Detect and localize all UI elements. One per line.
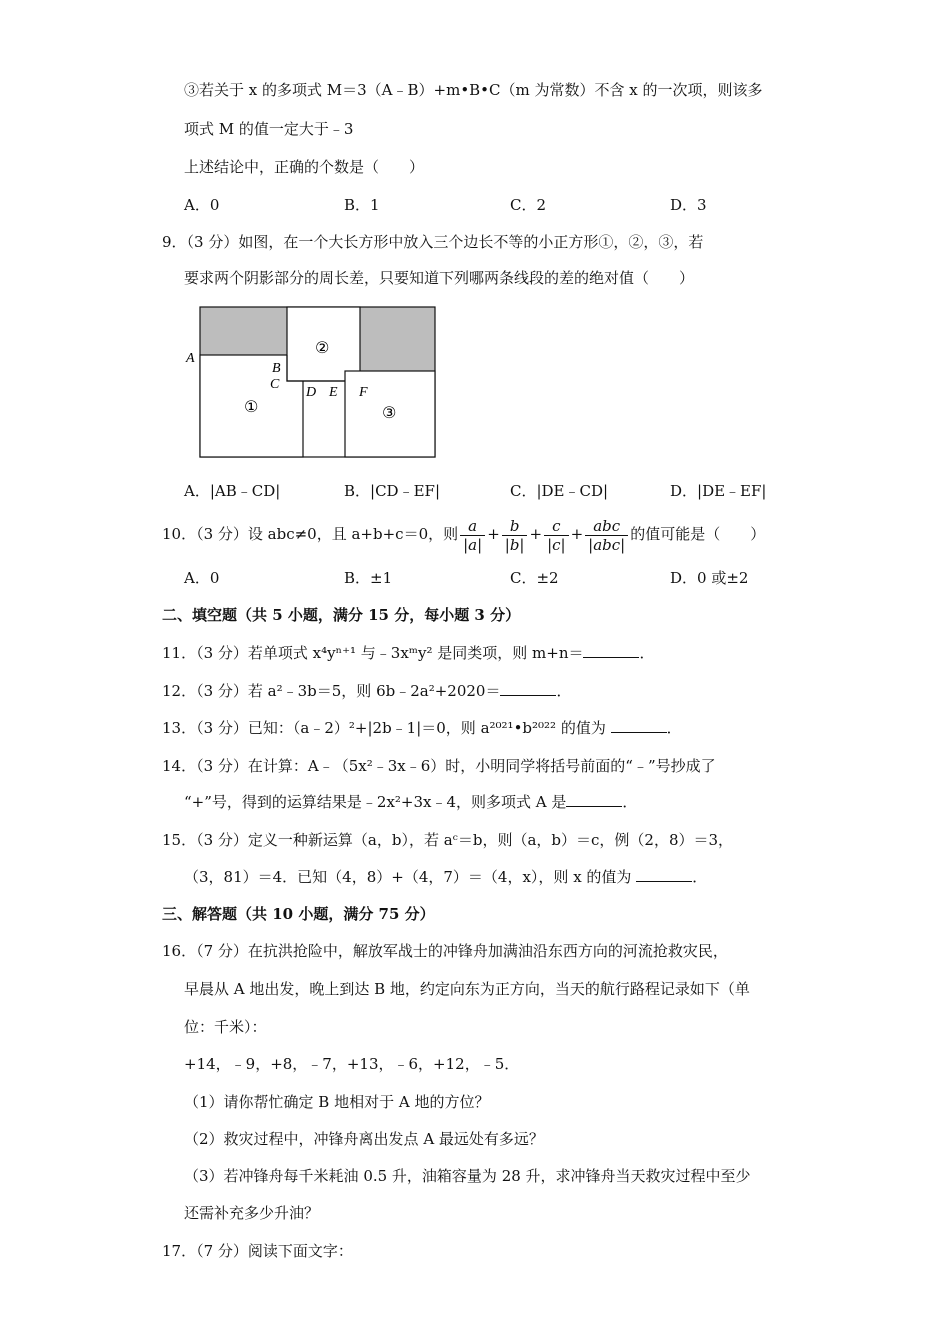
q10-stem bbox=[162, 512, 765, 556]
q10-option-d: D．0 或±2 bbox=[670, 569, 749, 587]
q9-option-c: C．|DE﹣CD| bbox=[510, 482, 609, 500]
answer-blank[interactable] bbox=[583, 643, 639, 658]
q10-frac-c: $\frac{c}{|c|}$ bbox=[544, 517, 569, 554]
answer-blank[interactable] bbox=[566, 792, 622, 807]
q14-line2: “+”号，得到的运算结果是﹣2x²+3x﹣4，则多项式 A 是 ． bbox=[184, 793, 638, 811]
q16-data: +14，﹣9，+8，﹣7，+13，﹣6，+12，﹣5． bbox=[184, 1055, 520, 1073]
answer-blank[interactable] bbox=[636, 867, 692, 882]
q8-option-d: D．3 bbox=[670, 196, 707, 214]
q11: 11．（3 分）若单项式 x⁴yⁿ⁺¹ 与﹣3xᵐy² 是同类项，则 m+n＝ ． bbox=[162, 644, 655, 662]
q16-line3: 位：千米）： bbox=[184, 1018, 267, 1036]
q9-option-a: A．|AB﹣CD| bbox=[184, 482, 281, 500]
q9-figure bbox=[184, 302, 444, 462]
q16-line2: 早晨从 A 地出发，晚上到达 B 地，约定向东为正方向，当天的航行路程记录如下（单 bbox=[184, 980, 750, 998]
circled-3: ③ bbox=[382, 403, 397, 422]
q8-question: 上述结论中，正确的个数是（ ） bbox=[184, 158, 425, 176]
q8-option-c: C．2 bbox=[510, 196, 547, 214]
q10-option-a: A．0 bbox=[184, 569, 220, 587]
plus-sign: + bbox=[487, 525, 500, 543]
q16-sub2: （2）救灾过程中，冲锋舟离出发点 A 最远处有多远？ bbox=[184, 1130, 544, 1148]
q17: 17．（7 分）阅读下面文字： bbox=[162, 1242, 353, 1260]
section-3-title: 三、解答题（共 10 小题，满分 75 分） bbox=[162, 905, 435, 923]
q8-statement-3: ③若关于 x 的多项式 M＝3（A﹣B）+m•B•C（m 为常数）不含 x 的一次项，则该多 bbox=[184, 81, 763, 99]
q14-line1: 14．（3 分）在计算：A﹣（5x²﹣3x﹣6）时，小明同学将括号前面的“﹣”号抄成了 bbox=[162, 757, 716, 775]
q8-statement-3-cont: 项式 M 的值一定大于﹣3 bbox=[184, 120, 354, 138]
q9-option-b: B．|CD﹣EF| bbox=[344, 482, 440, 500]
q10-frac-b: $\frac{b}{|b|}$ bbox=[502, 517, 528, 554]
q12: 12．（3 分）若 a²﹣3b＝5，则 6b﹣2a²+2020＝ ． bbox=[162, 682, 572, 700]
q8-option-b: B．1 bbox=[344, 196, 380, 214]
q16-line1: 16．（7 分）在抗洪抢险中，解放军战士的冲锋舟加满油沿东西方向的河流抢救灾民， bbox=[162, 942, 728, 960]
label-e: E bbox=[329, 385, 338, 400]
label-f: F bbox=[359, 385, 368, 400]
label-d: D bbox=[306, 385, 317, 400]
q10-frac-a: $\frac{a}{|a|}$ bbox=[460, 517, 485, 554]
q15-line2: （3，81）＝4．已知（4，8）+（4，7）＝（4，x），则 x 的值为 ． bbox=[184, 868, 708, 886]
circled-2: ② bbox=[315, 338, 330, 357]
plus-sign: + bbox=[570, 525, 584, 543]
answer-blank[interactable] bbox=[500, 681, 556, 696]
q10-prefix: 10．（3 分）设 abc≠0，且 a+b+c＝0，则 bbox=[162, 525, 459, 543]
q16-sub3-cont: 还需补充多少升油？ bbox=[184, 1204, 320, 1222]
circled-1: ① bbox=[244, 397, 259, 416]
q16-sub1: （1）请你帮忙确定 B 地相对于 A 地的方位？ bbox=[184, 1093, 490, 1111]
label-c: C bbox=[270, 377, 280, 392]
shaded-region-left bbox=[200, 307, 287, 355]
label-a: A bbox=[186, 351, 195, 366]
q10-frac-abc: $\frac{\text{abc}}{\text{|abc|}}$ bbox=[585, 517, 628, 554]
q9-stem-line2: 要求两个阴影部分的周长差，只要知道下列哪两条线段的差的绝对值（ ） bbox=[184, 269, 695, 287]
q10-option-c: C．±2 bbox=[510, 569, 559, 587]
q9-option-d: D．|DE﹣EF| bbox=[670, 482, 767, 500]
q15-line1: 15．（3 分）定义一种新运算（a，b），若 aᶜ＝b，则（a，b）＝c，例（2，8）＝3， bbox=[162, 831, 734, 849]
plus-sign: + bbox=[529, 525, 543, 543]
shaded-region-right bbox=[360, 307, 435, 371]
q10-option-b: B．±1 bbox=[344, 569, 393, 587]
label-b: B bbox=[272, 361, 281, 376]
q13: 13．（3 分）已知：（a﹣2）²+|2b﹣1|＝0，则 a²⁰²¹•b²⁰²² 的值为 ． bbox=[162, 719, 682, 737]
q8-option-a: A．0 bbox=[184, 196, 220, 214]
q9-stem-line1: 9．（3 分）如图，在一个大长方形中放入三个边长不等的小正方形①，②，③，若 bbox=[162, 233, 704, 251]
answer-blank[interactable] bbox=[611, 718, 667, 733]
q10-suffix: 的值可能是（ ） bbox=[630, 525, 766, 543]
q16-sub3: （3）若冲锋舟每千米耗油 0.5 升，油箱容量为 28 升，求冲锋舟当天救灾过程中至少 bbox=[184, 1167, 751, 1185]
section-2-title: 二、填空题（共 5 小题，满分 15 分，每小题 3 分） bbox=[162, 606, 521, 624]
